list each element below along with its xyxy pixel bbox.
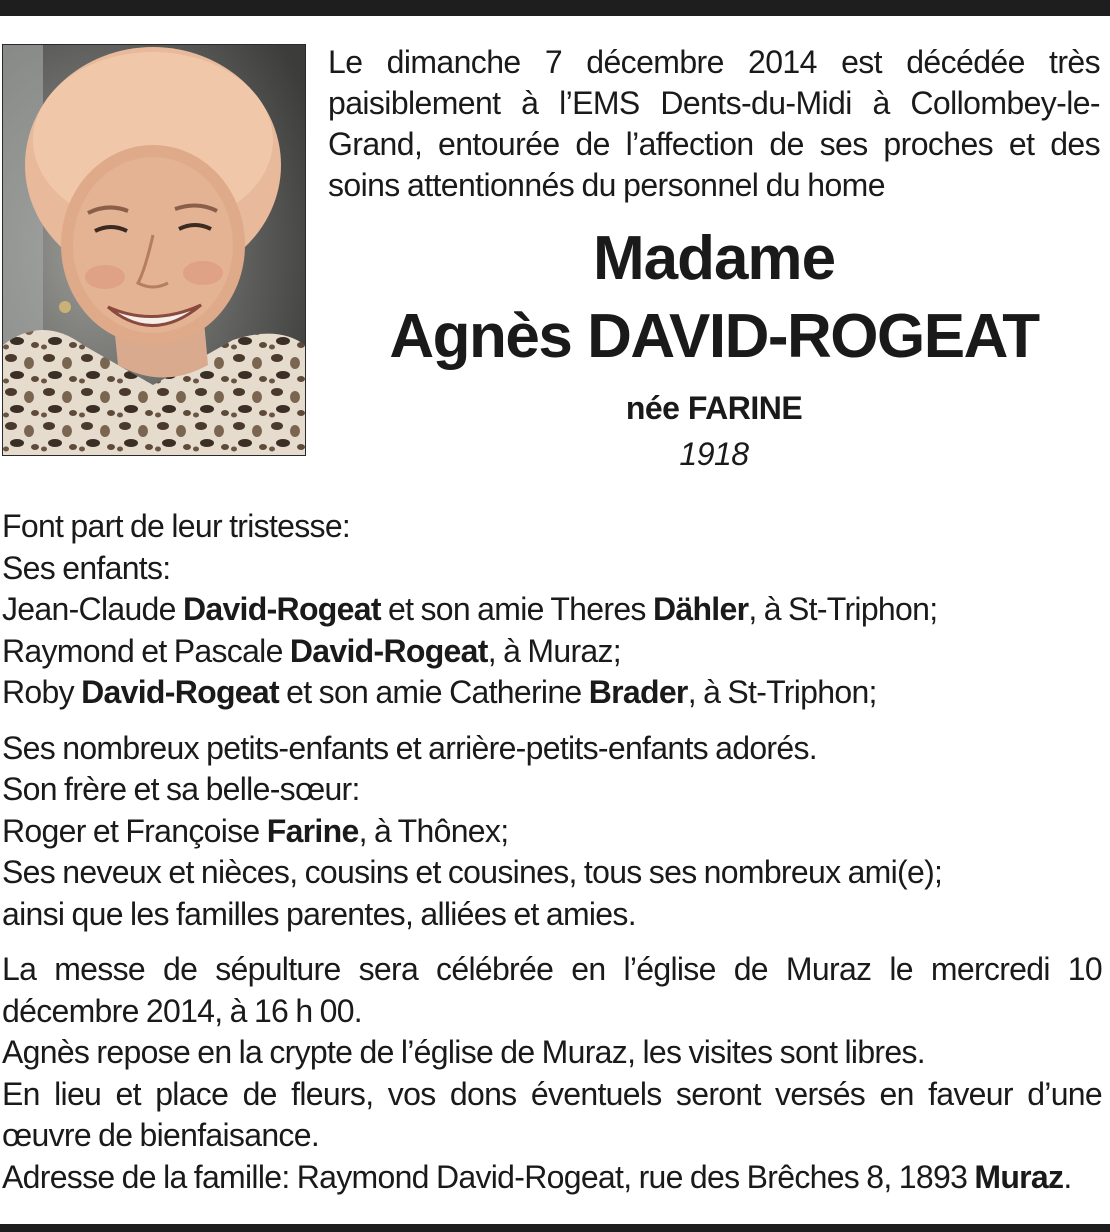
deceased-heading: [318, 222, 1110, 476]
sibling-line: [2, 811, 1102, 853]
child-line: [2, 631, 1102, 673]
relatives-line: Ses neveux et nièces, cousins et cousines, tous ses nombreux ami(e);: [2, 854, 943, 890]
funeral-mass-text: La messe de sépulture sera célébrée en l’église de Muraz le mercredi 10 décembre 2014, à 16 h 00.: [2, 951, 1102, 1029]
children-heading: Ses enfants:: [2, 549, 171, 586]
child-location: , à Muraz;: [487, 632, 621, 669]
child-surname: David-Rogeat: [289, 632, 488, 669]
partner-text: et son amie Catherine: [278, 674, 589, 710]
mourners-heading: Font part de leur tristesse:: [2, 508, 351, 544]
sibling-given-names: Roger et Françoise: [2, 812, 267, 849]
honorific: Madame: [592, 224, 836, 293]
paragraph-gap: [2, 714, 1102, 728]
child-location: , à St-Triphon;: [687, 674, 877, 710]
child-line: [2, 589, 1102, 631]
child-surname: David-Rogeat: [81, 674, 279, 710]
birth-year: 1918: [679, 436, 749, 472]
top-rule: [0, 0, 1110, 16]
address-town: Muraz: [974, 1158, 1064, 1195]
announcement-intro: Le dimanche 7 décembre 2014 est décédée très paisiblement à l’EMS Dents-du-Midi à Collombey-le-Grand, entourée de l’affection de ses proches et des soins attentionnés du personnel du home: [328, 44, 1100, 203]
child-given-name: Raymond et Pascale: [2, 632, 290, 669]
donations-text: En lieu et place de fleurs, vos dons éventuels seront versés en faveur d’une œuvre de bienfaisance.: [2, 1075, 1102, 1153]
child-surname: David-Rogeat: [182, 591, 381, 627]
bottom-rule: [0, 1224, 1110, 1232]
deceased-name: Agnès DAVID-ROGEAT: [389, 302, 1039, 371]
families-line: ainsi que les familles parentes, alliées et amies.: [2, 895, 636, 932]
portrait-photo: [2, 44, 306, 456]
visits-text: Agnès repose en la crypte de l’église de Muraz, les visites sont libres.: [2, 1034, 925, 1070]
child-line: [2, 672, 1102, 714]
sibling-surname: Farine: [266, 812, 359, 849]
address-text: Adresse de la famille: Raymond David-Rogeat, rue des Brêches 8, 1893: [2, 1158, 975, 1195]
family-address: [2, 1157, 1102, 1199]
paragraph-gap: [2, 935, 1102, 949]
address-end: .: [1063, 1158, 1072, 1195]
sibling-location: , à Thônex;: [358, 812, 509, 849]
grandchildren-line: Ses nombreux petits-enfants et arrière-petits-enfants adorés.: [2, 729, 817, 766]
partner-text: et son amie Theres: [380, 591, 653, 627]
portrait-illustration: [3, 45, 305, 455]
siblings-heading: Son frère et sa belle-sœur:: [2, 771, 360, 807]
child-given-name: Roby: [2, 674, 82, 710]
maiden-name: née FARINE: [625, 390, 803, 426]
obituary-body: [2, 506, 1102, 1198]
child-given-name: Jean-Claude: [2, 591, 183, 627]
partner-surname: Dähler: [652, 591, 749, 627]
partner-surname: Brader: [588, 674, 688, 710]
child-location: , à St-Triphon;: [748, 591, 938, 627]
